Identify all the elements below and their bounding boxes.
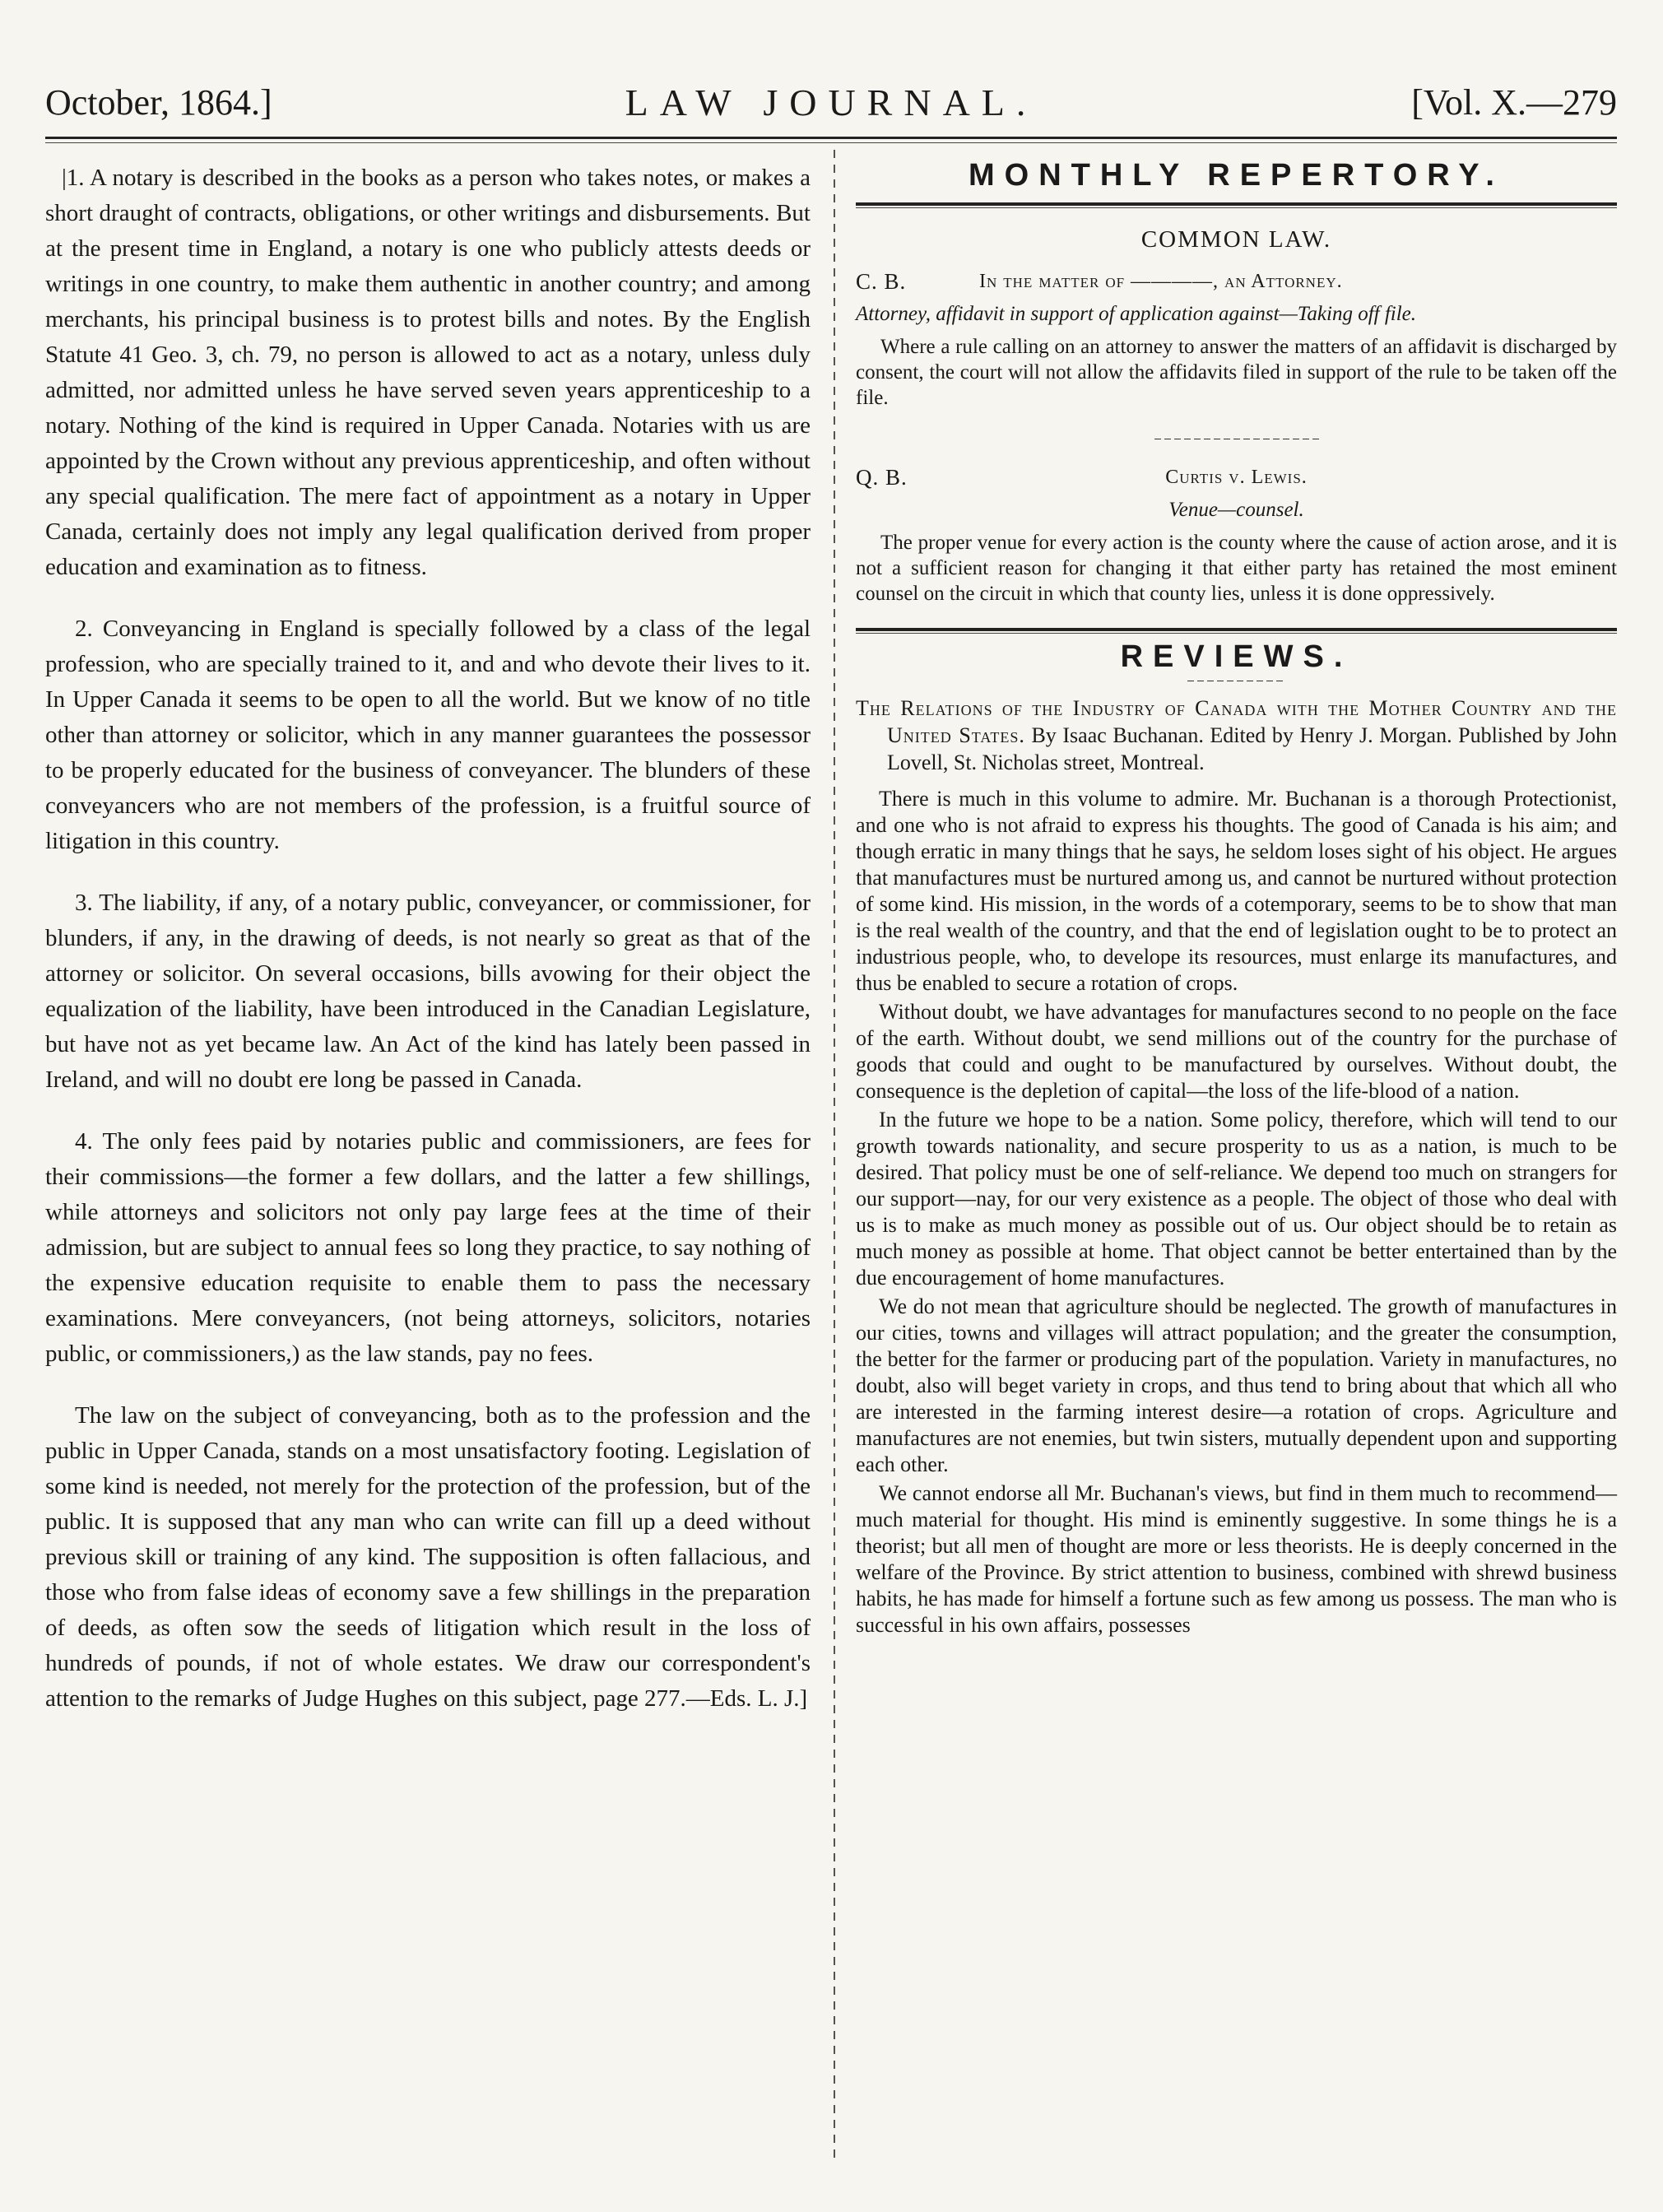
column-divider [834,150,835,2158]
case-court: Q. B. [856,465,908,490]
case-court: C. B. [856,269,907,294]
header-date: October, 1864.] [45,82,272,123]
review-paragraph-5: We cannot endorse all Mr. Buchanan's views, but find in them much to recommend—much material for thought. His mind is eminently suggestive. In some things he is a theorist; but all men of thought are more or less theorists. He is deeply concerned in the welfare of the Province. By strict attention to business, combined with shrewd business habits, he has made for himself a fortune such as few among us possess. The man who is successful in his own affairs, possesses [856,1481,1617,1637]
repertory-rule-thick [856,202,1617,206]
review-author-publisher: By Isaac Buchanan. Edited by Henry J. Morgan. Published by John Lovell, St. Nicholas street, Montreal. [887,723,1618,774]
review-paragraph-4: We do not mean that agriculture should be neglected. The growth of manufactures in our cities, towns and villages will attract population; and the greater the consumption, the better for the farmer or producing part of the population. Variety in manufactures, no doubt, also will beget variety in crops, and thus tend to bring about that which all who are interested in the farming interest desire—a rotation of crops. Agriculture and manufactures are not enemies, but twin sisters, mutually dependent upon and supporting each other. [856,1294,1617,1476]
journal-page [45,74,1617,2164]
reviews-rule-thin [856,633,1617,634]
common-law-heading: COMMON LAW. [1140,226,1332,253]
review-paragraph-1: There is much in this volume to admire. Mr. Buchanan is a thorough Protectionist, and one who is not afraid to express his thoughts. The good of Canada is his aim; and though erratic in many things that he says, he seldom loses sight of his object. He argues that manufactures must be nurtured among us, and cannot be nurtured without protection of some kind. His mission, in the words of a cotemporary, seems to be to show that man is the real wealth of the country, and that the end of legislation ought to be to protect an industrious people, who, to develope its resources, must enlarge its manufactures, and thus be enabled to secure a rotation of crops. [856,787,1617,995]
running-header [45,74,1617,132]
left-paragraph-4: 4. The only fees paid by notaries public and commissioners, are fees for their commissions—the former a few dollars, and the latter a few shillings, while attorneys and solicitors not only pay large fees at the time of their admission, but are subject to annual fees so long they practice, to say nothing of the expensive education requisite to enable them to pass the necessary examinations. Mere conveyancers, (not being attorneys, solicitors, notaries public, or commissioners,) as the law stands, pay no fees. [45,1128,811,1367]
review-book-title: The Relations of the Industry of Canada with the Mother Country and the United States. [856,696,1617,747]
repertory-rule-thin [856,207,1617,208]
review-citation [856,695,1617,776]
case-body: Where a rule calling on an attorney to answer the matters of an affidavit is discharged by consent, the court will not allow the affidavits filed in support of the rule to be taken off the file. [856,336,1617,409]
left-paragraph-2: 2. Conveyancing in England is specially followed by a class of the legal profession, who are specially trained to it, and and who devote their lives to it. In Upper Canada it seems to be open to all the world. But we know of no title other than attorney or solicitor, which in any manner guarantees the possessor to be properly educated for the business of conveyancer. The blunders of these conveyancers who are not members of the profession, is a fruitful source of litigation in this country. [45,616,811,854]
case-subtitle: Attorney, affidavit in support of application against—Taking off file. [856,303,1417,325]
case-subtitle: Venue—counsel. [1168,499,1304,521]
left-paragraph-5: The law on the subject of conveyancing, both as to the profession and the public in Upper Canada, stands on a most unsatisfactory footing. Legislation of some kind is needed, not merely for the protection of the profession, but of the public. It is supposed that any man who can write can fill up a deed without previous skill or training of any kind. The supposition is often fallacious, and those who from false ideas of economy save a few shillings in the preparation of deeds, as often sow the seeds of litigation which result in the loss of hundreds of pounds, if not of whole estates. We draw our correspondent's attention to the remarks of Judge Hughes on this subject, page 277.—Eds. L. J.] [45,1402,811,1712]
review-paragraph-3: In the future we hope to be a nation. Some policy, therefore, which will tend to our growth towards nationality, and secure prosperity to us as a nation, is much to be desired. That policy must be one of self-reliance. We depend too much on strangers for our support—nay, for our very existence as a people. The object of those who deal with us is to make as much money as possible out of us. Our object should be to retain as much money as possible at home. That object cannot be better entertained than by the due encouragement of home manufactures. [856,1108,1617,1290]
left-paragraph-1: |1. A notary is described in the books as a person who takes notes, or makes a short draught of contracts, obligations, or other writings and disbursements. But at the present time in England, a notary is one who publicly attests deeds or writings in one country, to make them authentic in another country; and among merchants, his principal business is to protest bills and notes. By the English Statute 41 Geo. 3, ch. 79, no person is allowed to act as a notary, unless duly admitted, nor admitted unless he have served seven years apprenticeship to a notary. Nothing of the kind is required in Upper Canada. Notaries with us are appointed by the Crown without any previous apprenticeship, and often without any special qualification. The mere fact of appointment as a notary in Upper Canada, certainly does not imply any legal qualification derived from proper education and examination as to fitness. [45,165,811,580]
review-body [856,786,1617,1638]
review-paragraph-2: Without doubt, we have advantages for manufactures second to no people on the face of the earth. Without doubt, we send millions out of the country for the purchase of goods that could and ought to be manufactured by ourselves. Without doubt, the consequence is the depletion of capital—the loss of the life-blood of a nation. [856,1000,1617,1103]
reviews-rule-thick [856,628,1617,631]
case-title: Curtis v. Lewis. [1165,467,1308,488]
header-rule-thick [45,137,1617,139]
header-journal-title: LAW JOURNAL. [625,81,1038,123]
case-title-line [856,464,1617,491]
monthly-repertory-heading: MONTHLY REPERTORY. [969,158,1504,193]
header-volume-page: [Vol. X.—279 [1411,82,1617,123]
case-body: The proper venue for every action is the county where the cause of action arose, and it is not a sufficient reason for changing it that either party has retained the most eminent counsel on the circuit in which that county lies, unless it is done oppressively. [856,532,1617,605]
case-entry [856,268,1617,411]
header-rule-thin [45,142,1617,143]
case-entry [856,464,1617,606]
reviews-heading: REVIEWS. [1120,639,1353,674]
right-column [856,160,1617,1641]
case-title-line [856,268,1617,295]
left-column [45,160,811,1743]
left-paragraph-3: 3. The liability, if any, of a notary public, conveyancer, or commissioner, for blunders, if any, in the drawing of deeds, is not nearly so great as that of the attorney or solicitor. On several occasions, bills avowing for their object the equalization of the liability, have been introduced in the Canadian Legislature, but have not as yet became law. An Act of the kind has lately been passed in Ireland, and will no doubt ere long be passed in Canada. [45,890,811,1093]
case-title: In the matter of ————, an Attorney. [979,271,1343,292]
